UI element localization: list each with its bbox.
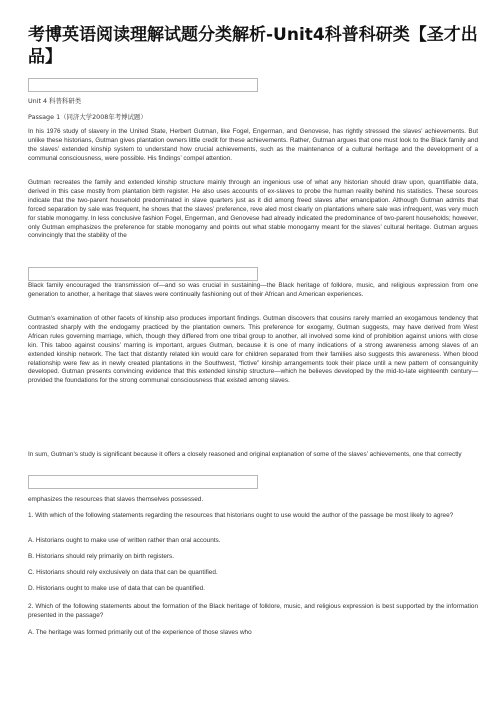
blank-box bbox=[28, 475, 258, 489]
question-1: 1. With which of the following statements regarding the resources that historians ought to use would the author of the passage be most likely to agree? bbox=[28, 512, 454, 519]
document-title: 考博英语阅读理解试题分类解析-Unit4科普科研类【圣才出品】 bbox=[28, 25, 478, 67]
blank-box bbox=[28, 267, 258, 281]
option-1d: D. Historians ought to make use of data that can be quantified. bbox=[28, 585, 205, 592]
paragraph-1: In his 1976 study of slavery in the United State, Herbert Gutman, like Fogel, Engerman, and Genovese, has rightly stressed the slaves’ achievements. But unlike these historians, Gutman gives plantation owners little credit for these achievements. Rather, Gutman argues that one must look to the Black family and the slaves’ extended kinship system to understand how crucial achievements, such as the maintenance of a cultural heritage and the development of a communal consciousness, were possible. His findings’ compel attention. bbox=[28, 128, 478, 162]
question-2: 2. Which of the following statements about the formation of the Black heritage of folklore, music, and religious expression is best supported by the information presented in the passage? bbox=[28, 603, 478, 619]
option-2a: A. The heritage was formed primarily out of the experience of those slaves who bbox=[28, 629, 252, 636]
paragraph-2: Gutman recreates the family and extended kinship structure mainly through an ingenious use of what any historian should draw upon, quantifiable data, derived in this case mostly from plantation birth register. He also uses accounts of ex-slaves to probe the human reality behind his statistics. These sources indicate that the two-parent household predominated in slave quarters just as it did among freed slaves after emancipation. Although Gutman admits that forced separation by sale was frequent, he shows that the slaves’ preference, reve aled most clearly on plantations where sale was infrequent, was very much for stable monogamy. In less conclusive fashion Fogel, Engerman, and Genovese had already indicated the predominance of two-parent households; however, only Gutman emphasizes the preference for stable monogamy and points out what stable monogamy meant for the slaves’ cultural heritage. Gutman argues convincingly that the stability of the bbox=[28, 179, 478, 240]
paragraph-6: emphasizes the resources that slaves themselves possessed. bbox=[28, 496, 204, 503]
option-1c: C. Historians should rely exclusively on data that can be quantified. bbox=[28, 569, 218, 576]
section-heading: Unit 4 科普科研类 bbox=[28, 97, 82, 105]
option-1b: B. Historians should rely primarily on birth registers. bbox=[28, 553, 174, 560]
paragraph-5: In sum, Gutman’s study is significant because it offers a closely reasoned and original explanation of some of the slaves’ achievements, one that correctly bbox=[28, 451, 462, 458]
passage-label: Passage 1（同济大学2008年考博试题） bbox=[28, 113, 147, 121]
paragraph-4: Gutman’s examination of other facets of kinship also produces important findings. Gutman discovers that cousins rarely married an exogamous tendency that contrasted sharply with the endogamy practiced by the plantation owners. This preference for exogamy, Gutman suggests, may have derived from West African rules governing marriage, which, though they differed from one tribal group to another, all involved some kind of prohibition against unions with close kin. This taboo against cousins’ marring is important, argues Gutman, because it is one of many indications of a strong awareness among slaves of an extended kinship network. The fact that distantly related kin would care for children separated from their families also suggests this awareness. When blood relationship were few as in newly created plantations in the Southwest, “fictive” kinship arrangements took their place until a new pattern of consanguinity developed. Gutman presents convincing evidence that this extended kinship structure—which he believes developed by the mid-to-late eighteenth century—provided the foundations for the strong communal consciousness that existed among slaves. bbox=[28, 315, 478, 385]
option-1a: A. Historians ought to make use of written rather than oral accounts. bbox=[28, 537, 221, 544]
paragraph-3: Black family encouraged the transmission of—and so was crucial in sustaining—the Black heritage of folklore, music, and religious expression from one generation to another, a heritage that slaves were continually fashioning out of their African and American experiences. bbox=[28, 282, 478, 298]
blank-box bbox=[28, 78, 258, 92]
